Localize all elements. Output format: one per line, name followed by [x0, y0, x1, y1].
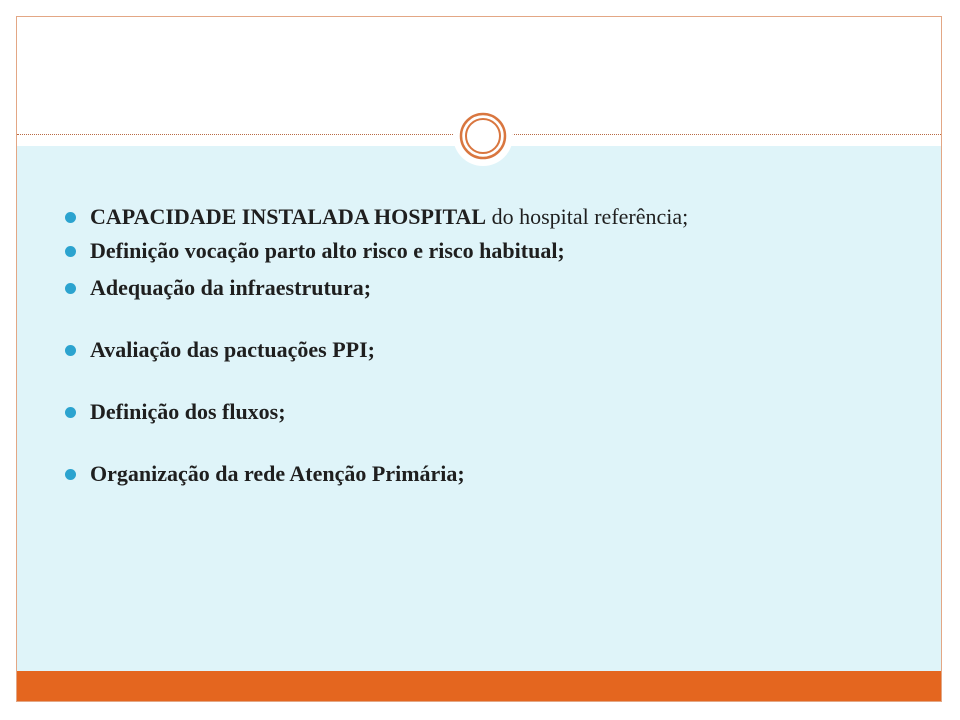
bullet-item [56, 463, 776, 485]
bullet-text: Definição dos fluxos; [90, 399, 286, 424]
bullet-text: Avaliação das pactuações PPI; [90, 337, 375, 362]
bullet-dot-icon [65, 283, 76, 294]
footer-accent-bar [17, 671, 941, 702]
bullet-item [56, 240, 776, 262]
bullet-text: Adequação da infraestrutura; [90, 275, 372, 300]
bullet-dot-icon [65, 212, 76, 223]
bullet-item [56, 401, 776, 423]
bullet-text-normal: do hospital referência; [486, 204, 689, 229]
bullet-dot-icon [65, 345, 76, 356]
bullet-text-bold: CAPACIDADE INSTALADA HOSPITAL [90, 204, 487, 229]
bullet-text: Organização da rede Atenção Primária; [90, 461, 465, 486]
double-ring-circle-icon [453, 106, 513, 166]
bullet-text: Definição vocação parto alto risco e risco habitual; [90, 238, 565, 263]
bullet-item [56, 206, 776, 228]
bullet-item [56, 277, 776, 299]
bullet-dot-icon [65, 246, 76, 257]
bullet-item [56, 339, 776, 361]
bullet-list [56, 206, 776, 485]
bullet-dot-icon [65, 469, 76, 480]
bullet-dot-icon [65, 407, 76, 418]
